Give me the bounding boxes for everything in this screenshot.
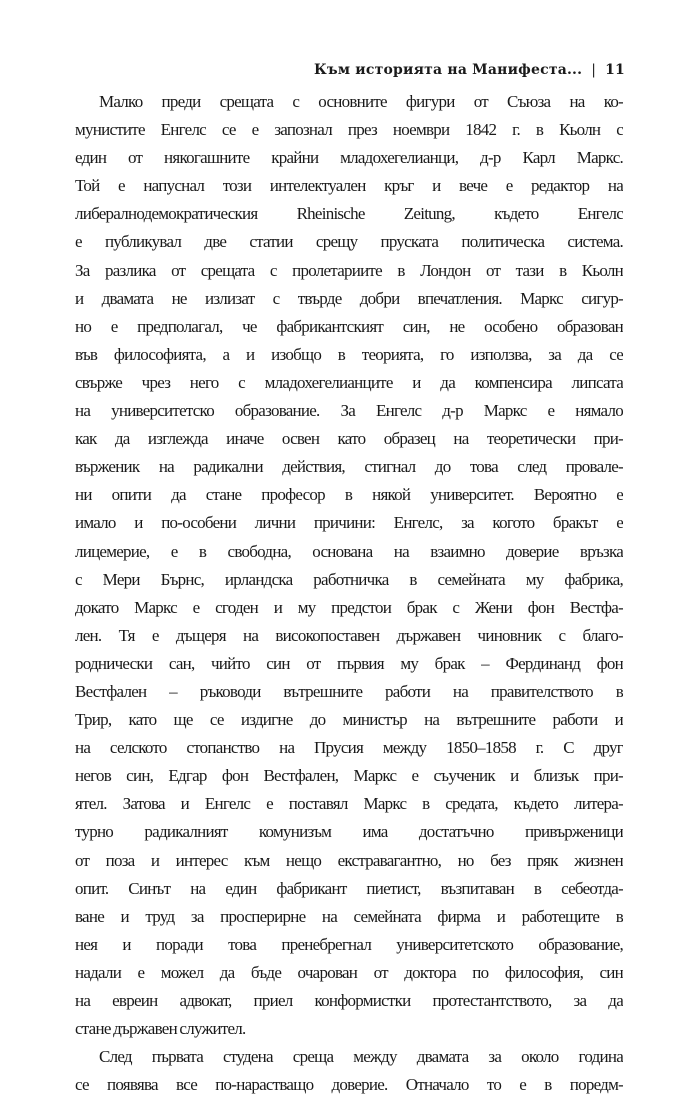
text-line: на евреин адвокат, приел конформистки протестантството, за да (75, 991, 623, 1010)
text-line: За разлика от срещата с пролетариите в Лондон от тази в Кьолн (75, 260, 623, 280)
text-line: мунистите Енгелс се е запознал през ноември 1842 г. в Кьолн с (75, 120, 623, 140)
running-header-title: Към историята на Манифеста... (314, 62, 583, 78)
text-line: как да изглежда иначе освен като образец на теоретически при- (75, 429, 623, 449)
text-line: лен. Тя е дъщеря на високопоставен държавен чиновник с благо- (75, 625, 623, 645)
text-line: но е предполагал, че фабрикантският син, не особено образован (75, 316, 623, 336)
text-line: върженик на радикални действия, стигнал до това след провале- (75, 457, 623, 477)
running-header (314, 62, 625, 78)
text-line: свърже чрез него с младохегелианците и да компенсира липсата (75, 372, 623, 392)
text-line: надали е можел да бъде очарован от доктора по философия, син (75, 962, 623, 982)
header-separator: | (591, 62, 597, 78)
text-line: с Мери Бърнс, ирландска работничка в семейната му фабрика, (75, 569, 623, 589)
text-line: на университетско образование. За Енгелс д-р Маркс е нямало (75, 401, 623, 421)
text-line: ване и труд за просперирне на семейната фирма и работещите в (75, 906, 623, 926)
paragraph (75, 1043, 623, 1099)
text-line: стане държавен служител. (75, 1019, 246, 1039)
text-line: Вестфален – ръководи вътрешните работи на правителството в (75, 681, 623, 701)
text-line: и двамата не излизат с твърде добри впечатления. Маркс сигур- (75, 288, 623, 308)
text-line: либералнодемократическия Rheinische Zeitung, където Енгелс (75, 204, 623, 224)
text-line: лицемерие, е в свободна, основана на взаимно доверие връзка (75, 541, 623, 561)
text-line: имало и по-особени лични причини: Енгелс, за когото бракът е (75, 513, 623, 533)
text-line: След първата студена среща между двамата за около година (99, 1047, 623, 1067)
page-number: 11 (605, 62, 625, 78)
text-line: ятел. Затова и Енгелс е поставял Маркс в средата, където литера- (75, 794, 623, 814)
text-line: Трир, като ще се издигне до министър на вътрешните работи и (75, 710, 623, 730)
text-line: един от някогашните крайни младохегелианци, д-р Карл Маркс. (75, 148, 623, 168)
text-line: Малко преди срещата с основните фигури от Съюза на ко- (99, 92, 623, 111)
text-line: се появява все по-нарастващо доверие. Отначало то е в поредм- (75, 1075, 623, 1095)
text-line: турно радикалният комунизъм има достатъчно привърженици (75, 822, 623, 842)
text-line: на селското стопанство на Прусия между 1850–1858 г. С друг (75, 738, 623, 758)
paragraph (75, 88, 623, 1043)
text-line: опит. Синът на един фабрикант пиетист, възпитаван в себеотда- (75, 878, 623, 898)
body-text (75, 88, 623, 1099)
text-line: негов син, Едгар фон Вестфален, Маркс е съученик и близък при- (75, 766, 623, 786)
text-line: роднически сан, чийто син от първия му брак – Фердинанд фон (75, 653, 623, 673)
text-line: Той е напуснал този интелектуален кръг и вече е редактор на (75, 176, 623, 196)
text-line: нея и поради това пренебрегнал университетското образование, (75, 934, 623, 954)
text-line: докато Маркс е сгоден и му предстои брак с Жени фон Вестфа- (75, 597, 623, 617)
text-line: във философията, а и изобщо в теорията, го използва, за да се (75, 344, 623, 364)
text-line: от поза и интерес към нещо екстравагантно, но без пряк жизнен (75, 850, 623, 870)
text-line: ни опити да стане професор в някой университет. Вероятно е (75, 485, 623, 505)
text-line: е публикувал две статии срещу пруската политическа система. (75, 232, 623, 252)
